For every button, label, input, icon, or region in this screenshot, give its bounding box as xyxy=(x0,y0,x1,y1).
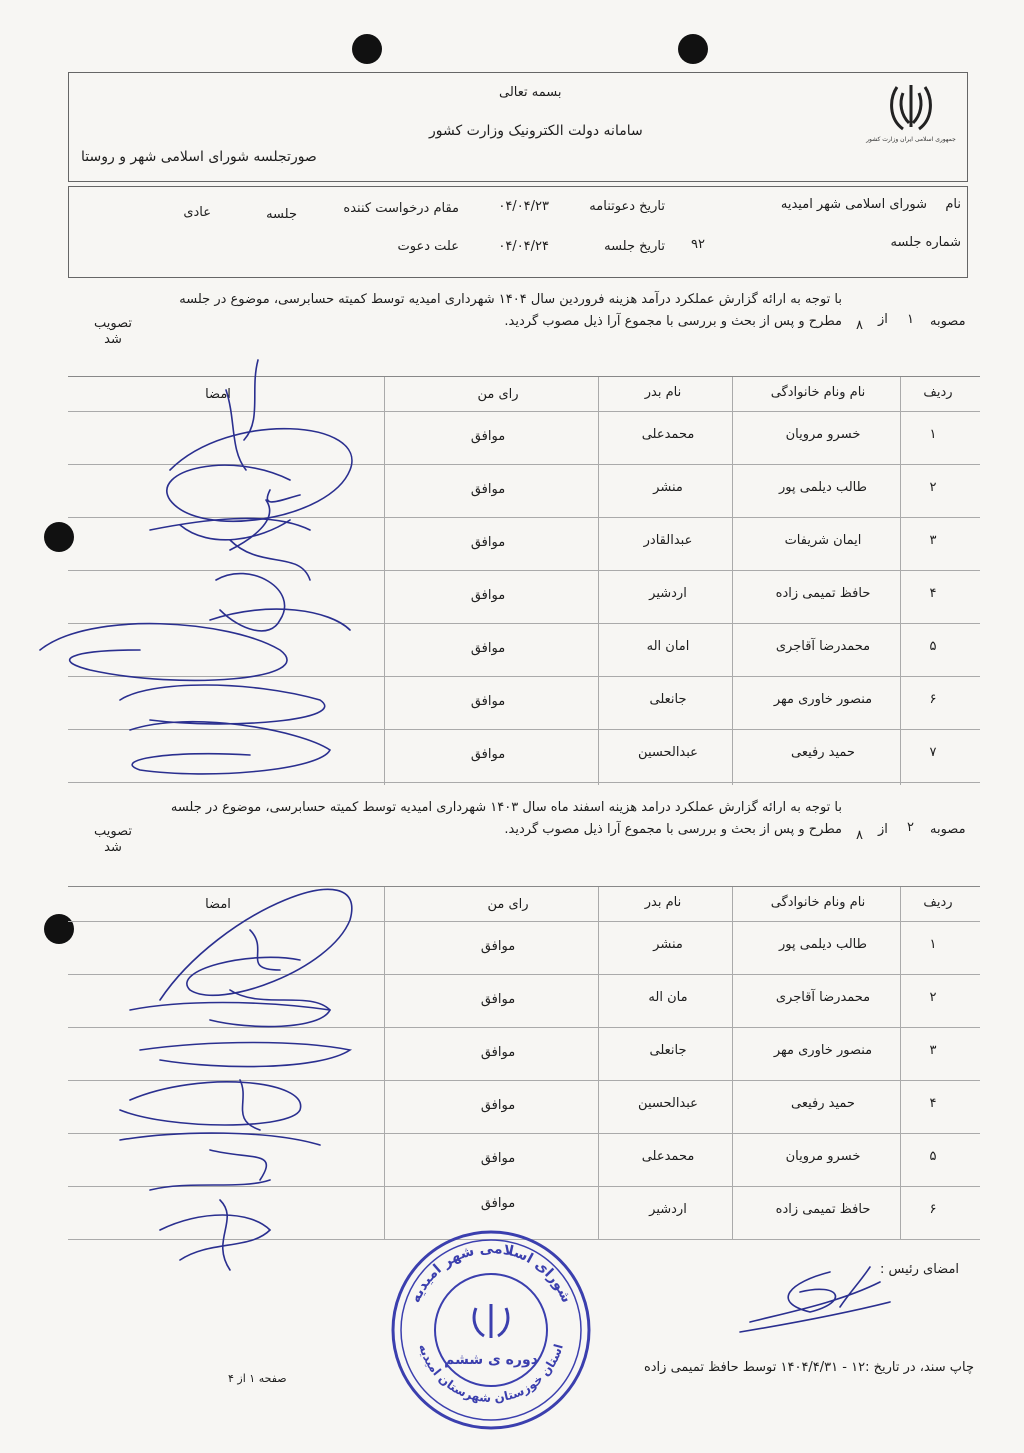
chair-signature xyxy=(730,1262,900,1342)
member-name: خسرو مرویان xyxy=(785,1149,861,1164)
member-name: طالب دیلمی پور xyxy=(779,937,867,952)
resolution-text-line: با توجه به ارائه گزارش عملکرد درآمد هزینه فروردین سال ۱۴۰۴ شهرداری امیدیه توسط کمیته حسابرسی، موضوع در جلسه xyxy=(179,292,842,307)
council-stamp-icon xyxy=(388,1222,594,1438)
vote-value: موافق xyxy=(470,535,506,550)
member-name: طالب دیلمی پور xyxy=(779,480,867,495)
vote-value: موافق xyxy=(480,992,516,1007)
svg-text:شورای اسلامی شهر امیدیه: شورای اسلامی شهر امیدیه xyxy=(407,1240,575,1306)
father-name: منشر xyxy=(653,937,683,952)
col-header-father: نام بدر xyxy=(644,895,682,910)
father-name: جانعلی xyxy=(649,1043,687,1058)
father-name: اردشیر xyxy=(649,586,687,601)
vote-value: موافق xyxy=(470,429,506,444)
svg-text:جمهوری اسلامی ایران وزارت کشور: جمهوری اسلامی ایران وزارت کشور xyxy=(866,136,956,143)
vote-value: موافق xyxy=(470,694,506,709)
session-number: ۹۲ xyxy=(691,237,705,252)
vote-value: موافق xyxy=(480,1098,516,1113)
basmala: بسمه تعالی xyxy=(499,85,562,100)
row-number: ۳ xyxy=(929,533,937,548)
svg-text:استان خوزستان شهرستان امیدیه: استان خوزستان شهرستان امیدیه xyxy=(416,1342,566,1406)
col-header-vote: رای من xyxy=(487,897,529,912)
member-name: حافظ تمیمی زاده xyxy=(775,586,871,601)
header-box xyxy=(68,72,968,182)
col-header-sign: امضا xyxy=(205,897,231,912)
vote-value: موافق xyxy=(480,939,516,954)
system-title: سامانه دولت الکترونیک وزارت کشور xyxy=(429,123,643,139)
member-name: محمدرضا آقاجری xyxy=(775,990,871,1005)
member-name: ایمان شریفات xyxy=(784,533,862,548)
session-type: عادی xyxy=(183,205,211,220)
row-number: ۵ xyxy=(929,639,937,654)
col-header-father: نام بدر xyxy=(644,385,682,400)
table-row xyxy=(68,517,980,571)
approval-number: ۱ xyxy=(907,312,914,327)
session-date-label: تاریخ جلسه xyxy=(604,239,665,254)
row-number: ۴ xyxy=(929,1096,937,1111)
punch-hole xyxy=(678,34,708,64)
member-name: منصور خاوری مهر xyxy=(773,692,873,707)
council-name: شورای اسلامی شهر امیدیه xyxy=(780,197,927,212)
resolution-text-line: مطرح و پس از بحث و بررسی با مجموع آرا ذیل مصوب گردید. xyxy=(504,822,842,837)
table-row xyxy=(68,623,980,677)
vote-value: موافق xyxy=(480,1151,516,1166)
father-name: منشر xyxy=(653,480,683,495)
row-number: ۷ xyxy=(929,745,937,760)
row-number: ۱ xyxy=(929,427,937,442)
vote-value: موافق xyxy=(470,482,506,497)
document-title: صورتجلسه شورای اسلامی شهر و روستا xyxy=(81,149,317,165)
table-row xyxy=(68,1027,980,1081)
vote-value: موافق xyxy=(480,1196,516,1211)
row-number: ۲ xyxy=(929,480,937,495)
name-label: نام xyxy=(945,197,961,212)
print-info: چاپ سند، در تاریخ :۱۲ - ۱۴۰۴/۴/۳۱ توسط حافظ تمیمی زاده xyxy=(643,1360,974,1375)
table-header-row xyxy=(68,887,980,922)
result-label: تصویب شد xyxy=(94,316,132,347)
row-number: ۶ xyxy=(929,692,937,707)
member-name: خسرو مرویان xyxy=(785,427,861,442)
punch-hole xyxy=(352,34,382,64)
approval-total: ۸ xyxy=(856,828,863,843)
table-row xyxy=(68,676,980,730)
table-row xyxy=(68,921,980,975)
of-label: از xyxy=(878,822,888,837)
row-number: ۱ xyxy=(929,937,937,952)
session-label: جلسه xyxy=(266,207,297,222)
page-number: صفحه ۱ از ۴ xyxy=(228,1372,287,1385)
session-number-label: شماره جلسه xyxy=(890,235,961,250)
father-name: جانعلی xyxy=(649,692,687,707)
col-header-name: نام ونام خانوادگی xyxy=(770,895,866,910)
father-name: عبدالحسین xyxy=(638,745,698,760)
father-name: عبدالقادر xyxy=(643,533,693,548)
invitation-date: ۰۴/۰۴/۲۳ xyxy=(498,199,549,214)
votes-table-2 xyxy=(68,886,980,1239)
iran-emblem-icon xyxy=(866,79,956,153)
vote-value: موافق xyxy=(470,747,506,762)
resolution-text-line: با توجه به ارائه گزارش عملکرد درامد هزینه اسفند ماه سال ۱۴۰۳ شهرداری امیدیه توسط کمیته حسابرسی، موضوع در جلسه xyxy=(170,800,842,815)
father-name: محمدعلی xyxy=(641,427,695,442)
row-number: ۴ xyxy=(929,586,937,601)
of-label: از xyxy=(878,312,888,327)
col-header-vote: رای من xyxy=(477,387,519,402)
invitation-reason-label: علت دعوت xyxy=(397,239,459,254)
member-name: حافظ تمیمی زاده xyxy=(775,1202,871,1217)
table-header-row xyxy=(68,377,980,412)
table-row xyxy=(68,974,980,1028)
father-name: محمدعلی xyxy=(641,1149,695,1164)
table-row xyxy=(68,729,980,783)
resolution-1-text xyxy=(150,292,870,332)
table-row xyxy=(68,411,980,465)
col-header-row: ردیف xyxy=(923,895,953,910)
father-name: مان اله xyxy=(648,990,688,1005)
vote-value: موافق xyxy=(470,588,506,603)
father-name: امان اله xyxy=(646,639,690,654)
invitation-date-label: تاریخ دعوتنامه xyxy=(589,199,665,214)
member-name: منصور خاوری مهر xyxy=(773,1043,873,1058)
member-name: محمدرضا آقاجری xyxy=(775,639,871,654)
votes-table-1 xyxy=(68,376,980,785)
father-name: عبدالحسین xyxy=(638,1096,698,1111)
session-date: ۰۴/۰۴/۲۴ xyxy=(498,239,549,254)
col-header-sign: امضا xyxy=(205,387,231,402)
approval-label: مصوبه xyxy=(930,314,966,329)
col-header-row: ردیف xyxy=(923,385,953,400)
requester-label: مقام درخواست کننده xyxy=(343,201,459,216)
row-number: ۵ xyxy=(929,1149,937,1164)
row-number: ۲ xyxy=(929,990,937,1005)
resolution-text-line: مطرح و پس از بحث و بررسی با مجموع آرا ذیل مصوب گردید. xyxy=(504,314,842,329)
result-label: تصویب شد xyxy=(94,824,132,855)
svg-text:دوره ی ششم: دوره ی ششم xyxy=(444,1352,538,1368)
table-row xyxy=(68,1133,980,1187)
table-row xyxy=(68,1080,980,1134)
member-name: حمید رفیعی xyxy=(791,1096,855,1111)
vote-value: موافق xyxy=(480,1045,516,1060)
table-row xyxy=(68,570,980,624)
approval-number: ۲ xyxy=(907,820,914,835)
row-number: ۳ xyxy=(929,1043,937,1058)
vote-value: موافق xyxy=(470,641,506,656)
approval-label: مصوبه xyxy=(930,822,966,837)
member-name: حمید رفیعی xyxy=(791,745,855,760)
resolution-2-text xyxy=(150,800,870,840)
col-header-name: نام ونام خانوادگی xyxy=(770,385,866,400)
meeting-info-box xyxy=(68,186,968,278)
table-row xyxy=(68,464,980,518)
row-number: ۶ xyxy=(929,1202,937,1217)
father-name: اردشیر xyxy=(649,1202,687,1217)
approval-total: ۸ xyxy=(856,318,863,333)
chair-signature-label: امضای رئیس : xyxy=(880,1262,960,1277)
